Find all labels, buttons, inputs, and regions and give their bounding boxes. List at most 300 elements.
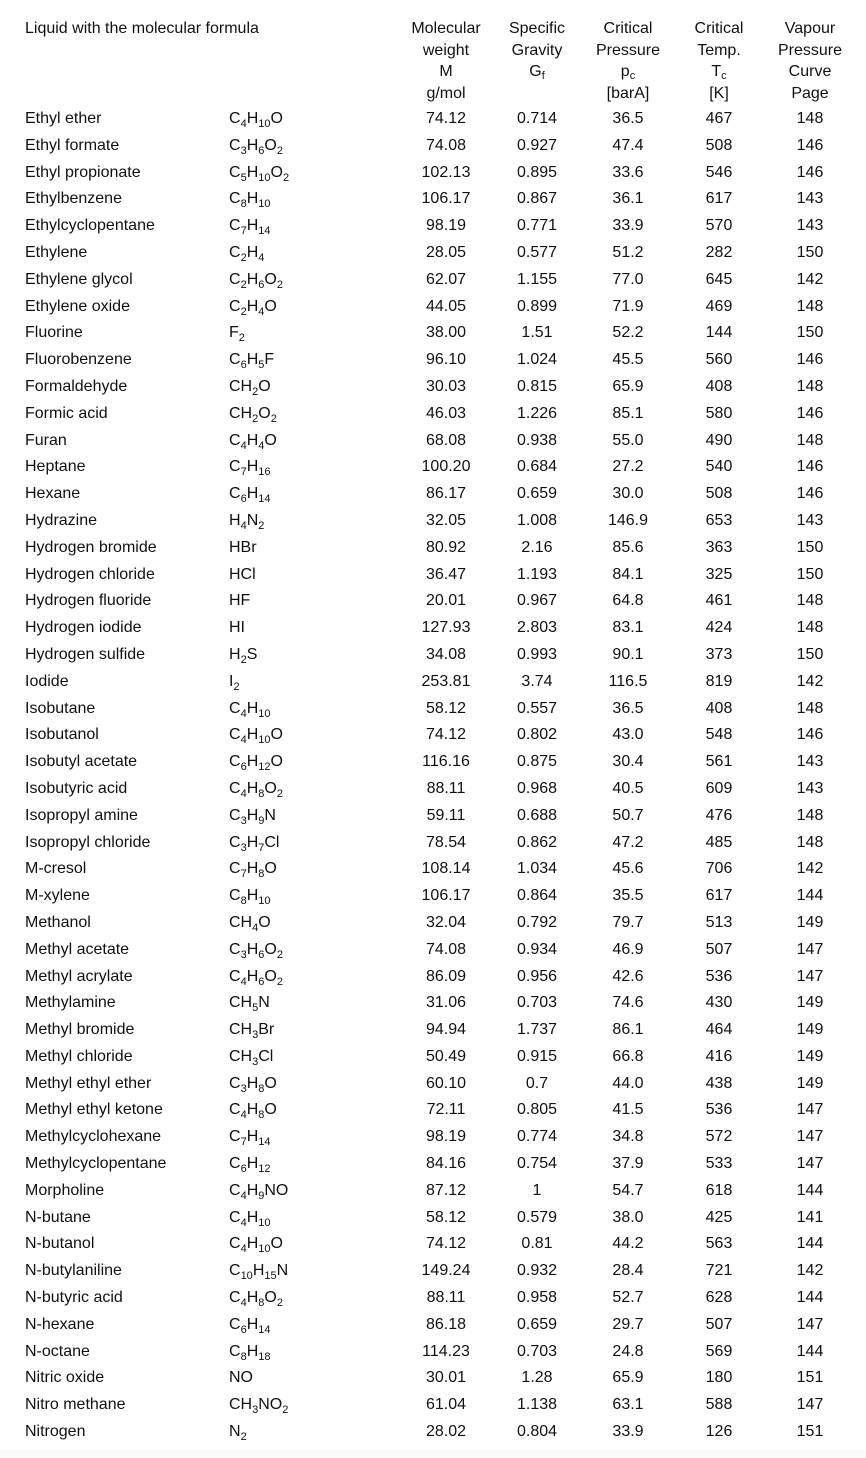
specific-gravity: 1.193 [516, 565, 558, 583]
critical-pressure: 40.5 [612, 779, 644, 797]
table-row [0, 1419, 866, 1446]
critical-temperature: 706 [705, 860, 733, 878]
compound-name: Hydrogen sulfide [25, 645, 146, 663]
molecular-formula: $CH_3NO_2$ [229, 1396, 289, 1417]
critical-temperature: 408 [705, 699, 733, 717]
specific-gravity: 0.714 [516, 110, 558, 127]
molecular-formula: NO [229, 1369, 253, 1387]
compound-name: Methyl chloride [25, 1047, 133, 1065]
compound-name: Hydrogen bromide [25, 538, 157, 556]
header-line: Temp. [697, 41, 741, 59]
molecular-weight: 44.05 [425, 297, 467, 315]
molecular-weight: 38.00 [425, 324, 467, 342]
curve-page: 148 [796, 297, 824, 315]
compound-name: Hexane [25, 485, 81, 503]
table-row [0, 535, 866, 562]
table-row [0, 588, 866, 615]
compound-name: Heptane [25, 458, 86, 476]
specific-gravity: 0.932 [516, 1262, 558, 1280]
molecular-formula: $C_7H_8O$ [229, 860, 277, 881]
header-line: $T_c$ [711, 63, 727, 82]
molecular-formula: $C_7H_{14}$ [229, 217, 271, 238]
compound-name: Methanol [25, 913, 91, 931]
critical-pressure: 86.1 [612, 1021, 644, 1039]
critical-pressure: 116.5 [608, 672, 648, 690]
molecular-formula: $C_4H_8O$ [229, 1101, 277, 1122]
critical-pressure: 85.1 [612, 404, 644, 422]
header-line: Vapour [784, 20, 836, 37]
critical-pressure: 65.9 [612, 1369, 644, 1387]
table-row [0, 1205, 866, 1232]
critical-pressure: 85.6 [612, 538, 644, 556]
molecular-formula: $C_8H_{10}$ [229, 887, 271, 908]
compound-name: Hydrazine [25, 511, 98, 529]
molecular-weight: 116.16 [422, 753, 470, 771]
critical-temperature: 461 [705, 592, 733, 610]
specific-gravity: 0.862 [516, 833, 558, 851]
molecular-weight: 106.17 [421, 190, 471, 208]
header-line: Gravity [511, 41, 563, 59]
molecular-weight: 50.49 [425, 1047, 467, 1065]
critical-pressure: 24.8 [612, 1342, 644, 1360]
critical-pressure: 38.0 [612, 1208, 644, 1226]
specific-gravity: 0.703 [516, 994, 558, 1012]
molecular-weight: 36.47 [425, 565, 467, 583]
molecular-formula: $I_2$ [229, 672, 240, 693]
specific-gravity: 0.771 [516, 217, 558, 235]
curve-page: 148 [796, 592, 824, 610]
critical-pressure: 54.7 [612, 1181, 644, 1199]
header-line: Page [791, 84, 829, 102]
table-row [0, 428, 866, 455]
compound-name: Methylamine [25, 994, 116, 1012]
compound-name: Ethylene [25, 243, 88, 261]
critical-pressure: 83.1 [612, 619, 644, 637]
critical-temperature: 617 [705, 887, 733, 905]
critical-temperature: 618 [705, 1181, 733, 1199]
molecular-weight: 98.19 [425, 1128, 467, 1146]
curve-page: 147 [796, 967, 824, 985]
critical-temperature: 628 [705, 1289, 733, 1307]
molecular-formula: $C_4H_6O_2$ [229, 967, 283, 988]
molecular-weight: 28.05 [425, 243, 467, 261]
header-line: Critical [694, 20, 744, 37]
critical-pressure: 30.4 [612, 753, 644, 771]
specific-gravity: 0.899 [516, 297, 558, 315]
compound-name: Methylcyclopentane [25, 1155, 167, 1173]
table-header [0, 18, 866, 108]
table-row [0, 1124, 866, 1151]
specific-gravity: 0.577 [516, 243, 558, 261]
specific-gravity: 0.934 [516, 940, 558, 958]
compound-name: N-octane [25, 1342, 90, 1360]
critical-temperature: 540 [705, 458, 733, 476]
critical-pressure: 55.0 [612, 431, 644, 449]
molecular-formula: HF [229, 592, 251, 610]
specific-gravity: 0.804 [516, 1423, 558, 1441]
molecular-weight: 31.06 [425, 994, 467, 1012]
molecular-weight: 30.01 [425, 1369, 467, 1387]
molecular-formula: $C_7H_{14}$ [229, 1128, 271, 1149]
specific-gravity: 3.74 [521, 672, 553, 690]
compound-name: N-hexane [25, 1315, 95, 1333]
table-row [0, 910, 866, 937]
critical-temperature: 570 [705, 217, 733, 235]
curve-page: 149 [796, 913, 824, 931]
header-line: [K] [709, 84, 729, 102]
molecular-weight: 106.17 [421, 887, 471, 905]
specific-gravity: 2.16 [521, 538, 553, 556]
curve-page: 148 [796, 431, 824, 449]
specific-gravity: 0.688 [516, 806, 558, 824]
table-row [0, 294, 866, 321]
table-row [0, 1312, 866, 1339]
critical-pressure: 30.0 [612, 485, 644, 503]
critical-temperature: 561 [705, 753, 733, 771]
critical-pressure: 47.4 [612, 136, 644, 154]
critical-temperature: 609 [705, 779, 733, 797]
critical-temperature: 507 [705, 940, 733, 958]
critical-pressure: 37.9 [612, 1155, 644, 1173]
table-row [0, 937, 866, 964]
compound-name: Isopropyl amine [25, 806, 138, 824]
compound-name: Ethyl ether [25, 110, 102, 127]
table-row [0, 749, 866, 776]
table-body [0, 106, 866, 1446]
molecular-formula: HCl [229, 565, 256, 583]
table-row [0, 508, 866, 535]
specific-gravity: 0.7 [525, 1074, 549, 1092]
curve-page: 149 [796, 1047, 824, 1065]
compound-name: Fluorine [25, 324, 83, 342]
critical-temperature: 438 [705, 1074, 733, 1092]
specific-gravity: 0.956 [516, 967, 558, 985]
compound-name: Isobutyl acetate [25, 753, 138, 771]
critical-temperature: 645 [705, 270, 733, 288]
molecular-weight: 68.08 [425, 431, 467, 449]
molecular-weight: 108.14 [421, 860, 471, 878]
critical-pressure: 46.9 [612, 940, 644, 958]
critical-temperature: 569 [705, 1342, 733, 1360]
specific-gravity: 0.579 [516, 1208, 558, 1226]
compound-name: Methyl acetate [25, 940, 130, 958]
compound-name: Hydrogen iodide [25, 619, 142, 637]
curve-page: 148 [796, 806, 824, 824]
molecular-formula: $CH_2O_2$ [229, 404, 277, 425]
curve-page: 144 [796, 1342, 824, 1360]
critical-temperature: 533 [705, 1155, 733, 1173]
table-row [0, 990, 866, 1017]
critical-temperature: 536 [705, 967, 733, 985]
molecular-weight: 127.93 [421, 619, 471, 637]
curve-page: 149 [796, 1021, 824, 1039]
curve-page: 147 [796, 1155, 824, 1173]
critical-pressure: 63.1 [612, 1396, 644, 1414]
critical-temperature: 363 [705, 538, 733, 556]
table-row [0, 1044, 866, 1071]
curve-page: 144 [796, 1235, 824, 1253]
specific-gravity: 1.138 [516, 1396, 558, 1414]
molecular-weight: 72.11 [426, 1101, 466, 1119]
compound-name: Isobutanol [25, 726, 99, 744]
specific-gravity: 1.51 [521, 324, 553, 342]
critical-pressure: 45.5 [612, 351, 644, 369]
compound-name: Ethylcyclopentane [25, 217, 155, 235]
critical-pressure: 42.6 [612, 967, 644, 985]
compound-name: Iodide [25, 672, 69, 690]
molecular-weight: 86.17 [425, 485, 467, 503]
critical-pressure: 45.6 [612, 860, 644, 878]
molecular-weight: 28.02 [425, 1423, 467, 1441]
specific-gravity: 0.915 [516, 1047, 558, 1065]
curve-page: 148 [796, 699, 824, 717]
compound-name: Nitrogen [25, 1423, 86, 1441]
curve-page: 143 [796, 779, 824, 797]
molecular-weight: 102.13 [421, 163, 471, 181]
molecular-weight: 62.07 [425, 270, 467, 288]
specific-gravity: 0.938 [516, 431, 558, 449]
table-row [0, 1097, 866, 1124]
molecular-formula: $C_6H_5F$ [229, 351, 275, 372]
molecular-weight: 74.08 [425, 136, 467, 154]
specific-gravity: 0.875 [516, 753, 558, 771]
compound-name: Ethyl propionate [25, 163, 141, 181]
molecular-weight: 253.81 [421, 672, 471, 690]
specific-gravity: 0.815 [516, 377, 558, 395]
molecular-formula: $H_2S$ [229, 645, 258, 666]
molecular-weight: 20.01 [425, 592, 467, 610]
curve-page: 150 [796, 565, 824, 583]
critical-temperature: 546 [705, 163, 733, 181]
critical-temperature: 560 [705, 351, 733, 369]
specific-gravity: 0.867 [516, 190, 558, 208]
table-row [0, 1017, 866, 1044]
molecular-formula: $C_3H_8O$ [229, 1074, 277, 1095]
compound-name: Isopropyl chloride [25, 833, 151, 851]
specific-gravity: 0.958 [516, 1289, 558, 1307]
specific-gravity: 0.659 [516, 1315, 558, 1333]
molecular-weight: 74.08 [425, 940, 467, 958]
molecular-formula: $C_3H_7Cl$ [229, 833, 280, 854]
curve-page: 142 [796, 672, 824, 690]
molecular-formula: $C_6H_{14}$ [229, 485, 271, 506]
specific-gravity: 0.993 [516, 645, 558, 663]
header-line: g/mol [426, 84, 466, 102]
critical-pressure: 51.2 [612, 243, 644, 261]
molecular-weight: 84.16 [425, 1155, 467, 1173]
molecular-weight: 94.94 [425, 1021, 467, 1039]
molecular-formula: $C_4H_9NO$ [229, 1181, 289, 1202]
critical-temperature: 819 [705, 672, 733, 690]
molecular-formula: $C_2H_4O$ [229, 297, 277, 318]
molecular-formula: $C_6H_{14}$ [229, 1315, 271, 1336]
critical-pressure: 77.0 [612, 270, 644, 288]
molecular-formula: $H_4N_2$ [229, 511, 265, 532]
critical-pressure: 66.8 [612, 1047, 644, 1065]
compound-name: M-cresol [25, 860, 87, 878]
specific-gravity: 0.557 [516, 699, 558, 717]
critical-temperature: 563 [705, 1235, 733, 1253]
table-row [0, 240, 866, 267]
curve-page: 141 [796, 1208, 824, 1226]
table-row [0, 160, 866, 187]
table-row [0, 481, 866, 508]
critical-pressure: 52.2 [612, 324, 644, 342]
critical-temperature: 508 [705, 136, 733, 154]
molecular-weight: 98.19 [425, 217, 467, 235]
curve-page: 147 [796, 1315, 824, 1333]
critical-temperature: 416 [705, 1047, 733, 1065]
table-row [0, 374, 866, 401]
critical-pressure: 35.5 [612, 887, 644, 905]
critical-pressure: 36.1 [612, 190, 644, 208]
critical-temperature: 507 [705, 1315, 733, 1333]
compound-name: Methyl ethyl ketone [25, 1101, 163, 1119]
header-line: weight [422, 41, 470, 59]
curve-page: 146 [796, 136, 824, 154]
compound-name: N-butanol [25, 1235, 95, 1253]
molecular-weight: 74.12 [425, 726, 467, 744]
specific-gravity: 0.81 [521, 1235, 553, 1253]
specific-gravity: 1.28 [521, 1369, 553, 1387]
critical-pressure: 28.4 [612, 1262, 644, 1280]
curve-page: 150 [796, 538, 824, 556]
curve-page: 146 [796, 726, 824, 744]
critical-temperature: 469 [705, 297, 733, 315]
table-row [0, 722, 866, 749]
critical-pressure: 33.9 [612, 1423, 644, 1441]
critical-temperature: 373 [705, 645, 733, 663]
curve-page: 150 [796, 324, 824, 342]
table-row [0, 401, 866, 428]
molecular-formula: $C_7H_{16}$ [229, 458, 271, 479]
header-critical-temperature [674, 18, 764, 104]
compound-name: N-butane [25, 1208, 91, 1226]
table-row [0, 1339, 866, 1366]
critical-temperature: 548 [705, 726, 733, 744]
molecular-weight: 74.12 [425, 110, 467, 127]
specific-gravity: 0.754 [516, 1155, 558, 1173]
critical-pressure: 52.7 [612, 1289, 644, 1307]
critical-temperature: 425 [705, 1208, 733, 1226]
molecular-weight: 61.04 [425, 1396, 467, 1414]
critical-temperature: 408 [705, 377, 733, 395]
molecular-formula: $C_5H_{10}O_2$ [229, 163, 290, 184]
molecular-weight: 59.11 [426, 806, 466, 824]
curve-page: 147 [796, 940, 824, 958]
molecular-formula: $C_3H_6O_2$ [229, 940, 283, 961]
critical-temperature: 653 [705, 511, 733, 529]
table-row [0, 562, 866, 589]
table-row [0, 1071, 866, 1098]
molecular-formula: $C_6H_{12}O$ [229, 753, 283, 774]
critical-pressure: 146.9 [607, 511, 649, 529]
critical-temperature: 485 [705, 833, 733, 851]
specific-gravity: 1.155 [516, 270, 558, 288]
header-line: M [439, 63, 453, 80]
header-line: Molecular [411, 20, 481, 37]
critical-temperature: 617 [705, 190, 733, 208]
header-line: Critical [603, 20, 653, 37]
specific-gravity: 0.774 [516, 1128, 558, 1146]
table-row [0, 1231, 866, 1258]
critical-temperature: 721 [705, 1262, 733, 1280]
curve-page: 143 [796, 511, 824, 529]
critical-pressure: 33.9 [612, 217, 644, 235]
header-line: [barA] [606, 84, 650, 102]
curve-page: 146 [796, 163, 824, 181]
curve-page: 148 [796, 619, 824, 637]
curve-page: 147 [796, 1128, 824, 1146]
table-row [0, 1392, 866, 1419]
compound-name: Ethylene oxide [25, 297, 130, 315]
molecular-weight: 100.20 [421, 458, 471, 476]
critical-pressure: 64.8 [612, 592, 644, 610]
curve-page: 149 [796, 994, 824, 1012]
molecular-weight: 86.09 [425, 967, 467, 985]
compound-name: Morpholine [25, 1181, 105, 1199]
header-molecular-weight [400, 18, 492, 104]
compound-name: Nitro methane [25, 1396, 126, 1414]
molecular-weight: 58.12 [425, 699, 467, 717]
critical-temperature: 508 [705, 485, 733, 503]
molecular-formula: $C_3H_9N$ [229, 806, 276, 827]
table-row [0, 1151, 866, 1178]
curve-page: 146 [796, 458, 824, 476]
molecular-formula: $C_4H_4O$ [229, 431, 277, 452]
critical-pressure: 33.6 [612, 163, 644, 181]
compound-name: Ethyl formate [25, 136, 120, 154]
molecular-weight: 114.23 [422, 1342, 470, 1360]
table-row [0, 454, 866, 481]
molecular-formula: $C_4H_{10}O$ [229, 726, 283, 747]
curve-page: 147 [796, 1101, 824, 1119]
table-row [0, 1365, 866, 1392]
curve-page: 147 [796, 1396, 824, 1414]
table-row [0, 106, 866, 133]
compound-name: Methyl ethyl ether [25, 1074, 152, 1092]
curve-page: 143 [796, 190, 824, 208]
molecular-weight: 74.12 [425, 1235, 467, 1253]
critical-temperature: 490 [705, 431, 733, 449]
table-row [0, 133, 866, 160]
specific-gravity: 1 [532, 1181, 542, 1199]
header-line: $G_f$ [529, 63, 545, 82]
compound-name: Hydrogen fluoride [25, 592, 152, 610]
table-row [0, 669, 866, 696]
molecular-formula: $C_6H_{12}$ [229, 1155, 271, 1176]
curve-page: 146 [796, 485, 824, 503]
molecular-weight: 32.04 [425, 913, 467, 931]
critical-temperature: 476 [705, 806, 733, 824]
molecular-weight: 88.11 [426, 1289, 466, 1307]
specific-gravity: 0.703 [516, 1342, 558, 1360]
critical-pressure: 74.6 [612, 994, 644, 1012]
header-vapour-pressure-page [764, 18, 856, 104]
molecular-formula: $CH_4O$ [229, 913, 271, 934]
molecular-formula: HBr [229, 538, 257, 556]
compound-name: Nitric oxide [25, 1369, 105, 1387]
critical-pressure: 43.0 [612, 726, 644, 744]
compound-name: Isobutane [25, 699, 96, 717]
curve-page: 150 [796, 243, 824, 261]
table-row [0, 1258, 866, 1285]
molecular-weight: 96.10 [425, 351, 467, 369]
table-row [0, 347, 866, 374]
specific-gravity: 1.034 [516, 860, 558, 878]
compound-name: Formaldehyde [25, 377, 128, 395]
critical-temperature: 572 [705, 1128, 733, 1146]
